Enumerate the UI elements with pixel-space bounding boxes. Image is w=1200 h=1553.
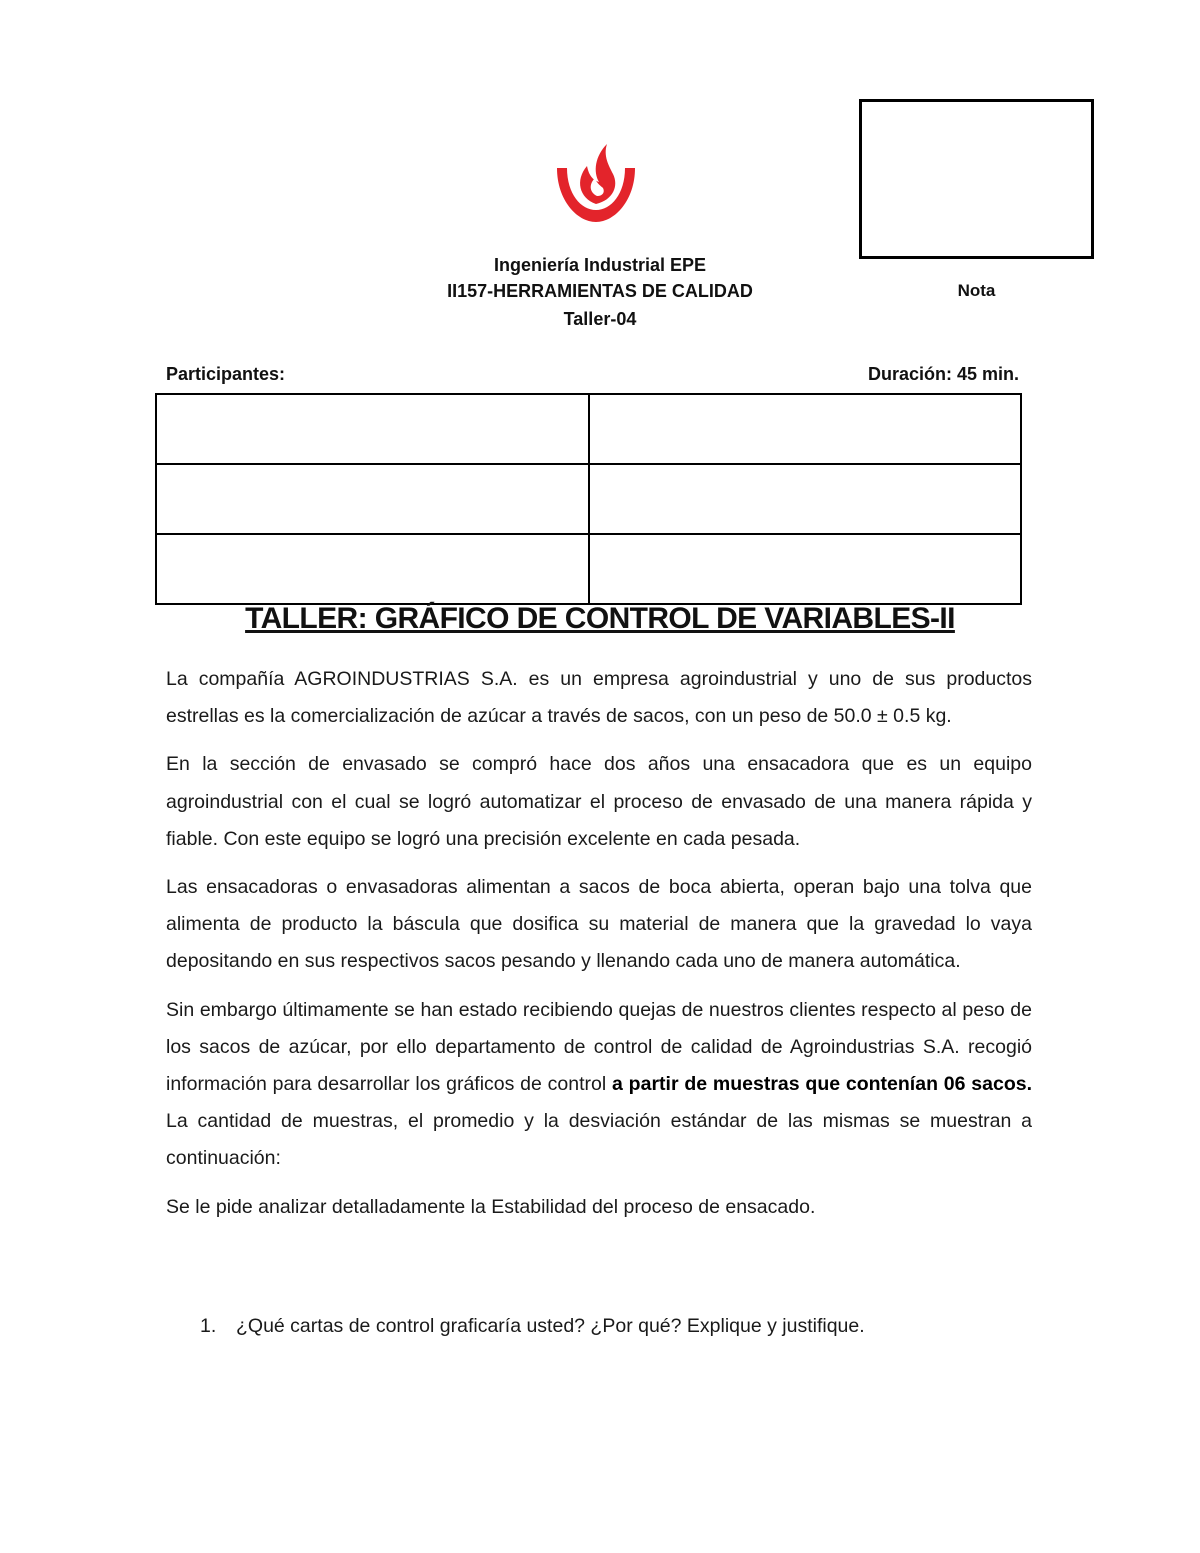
duration-label: Duración: 45 min. — [867, 364, 1019, 384]
table-row — [156, 464, 1021, 534]
participant-cell[interactable] — [156, 464, 589, 534]
page-title: TALLER: GRÁFICO DE CONTROL DE VARIABLES-II — [245, 602, 955, 635]
grade-box[interactable] — [859, 99, 1094, 259]
body-text — [166, 661, 1032, 1237]
program-name: Ingeniería Industrial EPE — [493, 255, 707, 275]
question-number: 1. — [200, 1315, 217, 1337]
table-row — [156, 534, 1021, 604]
paragraph — [166, 992, 1032, 1178]
course-name: II157-HERRAMIENTAS DE CALIDAD — [447, 281, 753, 301]
paragraph: Se le pide analizar detalladamente la Estabilidad del proceso de ensacado. — [166, 1195, 816, 1218]
participant-cell[interactable] — [156, 534, 589, 604]
participant-cell[interactable] — [589, 534, 1022, 604]
table-row — [156, 394, 1021, 464]
grade-label: Nota — [957, 281, 996, 300]
paragraph: Las ensacadoras o envasadoras alimentan a sacos de boca abierta, operan bajo una tolva que alimenta de producto la báscula que dosifica su material de manera que la gravedad lo vaya depositando en sus respectivos sacos pesando y llenando cada uno de manera automática. — [166, 876, 1032, 973]
question-text: ¿Qué cartas de control graficaría usted? ¿Por qué? Explique y justifique. — [236, 1315, 865, 1337]
participant-cell[interactable] — [589, 394, 1022, 464]
participant-cell[interactable] — [589, 464, 1022, 534]
participants-label: Participantes: — [166, 364, 286, 384]
paragraph-emphasis: a partir de muestras que contenían 06 sacos. — [612, 1073, 1032, 1096]
participant-cell[interactable] — [156, 394, 589, 464]
paragraph-text: La cantidad de muestras, el promedio y la desviación estándar de las mismas se muestran a continuación: — [166, 1110, 1032, 1170]
participants-table — [155, 393, 1022, 605]
paragraph: En la sección de envasado se compró hace dos años una ensacadora que es un equipo agroindustrial con el cual se logró automatizar el proceso de envasado de una manera rápida y fiable. Con este equipo se logró una precisión excelente en cada pesada. — [166, 753, 1032, 850]
paragraph-text: Sin embargo últimamente se han estado recibiendo quejas de nuestros clientes respecto al peso de los sacos de azúcar, por ello departamento de control de calidad de Agroindustrias S.A. recogió información para desarrollar los gráficos de control — [166, 998, 1032, 1096]
university-logo-icon — [553, 138, 639, 224]
question-item — [200, 1315, 865, 1338]
workshop-number: Taller-04 — [563, 309, 637, 329]
paragraph: La compañía AGROINDUSTRIAS S.A. es un empresa agroindustrial y uno de sus productos estrellas es la comercialización de azúcar a través de sacos, con un peso de 50.0 ± 0.5 kg. — [166, 668, 1032, 728]
